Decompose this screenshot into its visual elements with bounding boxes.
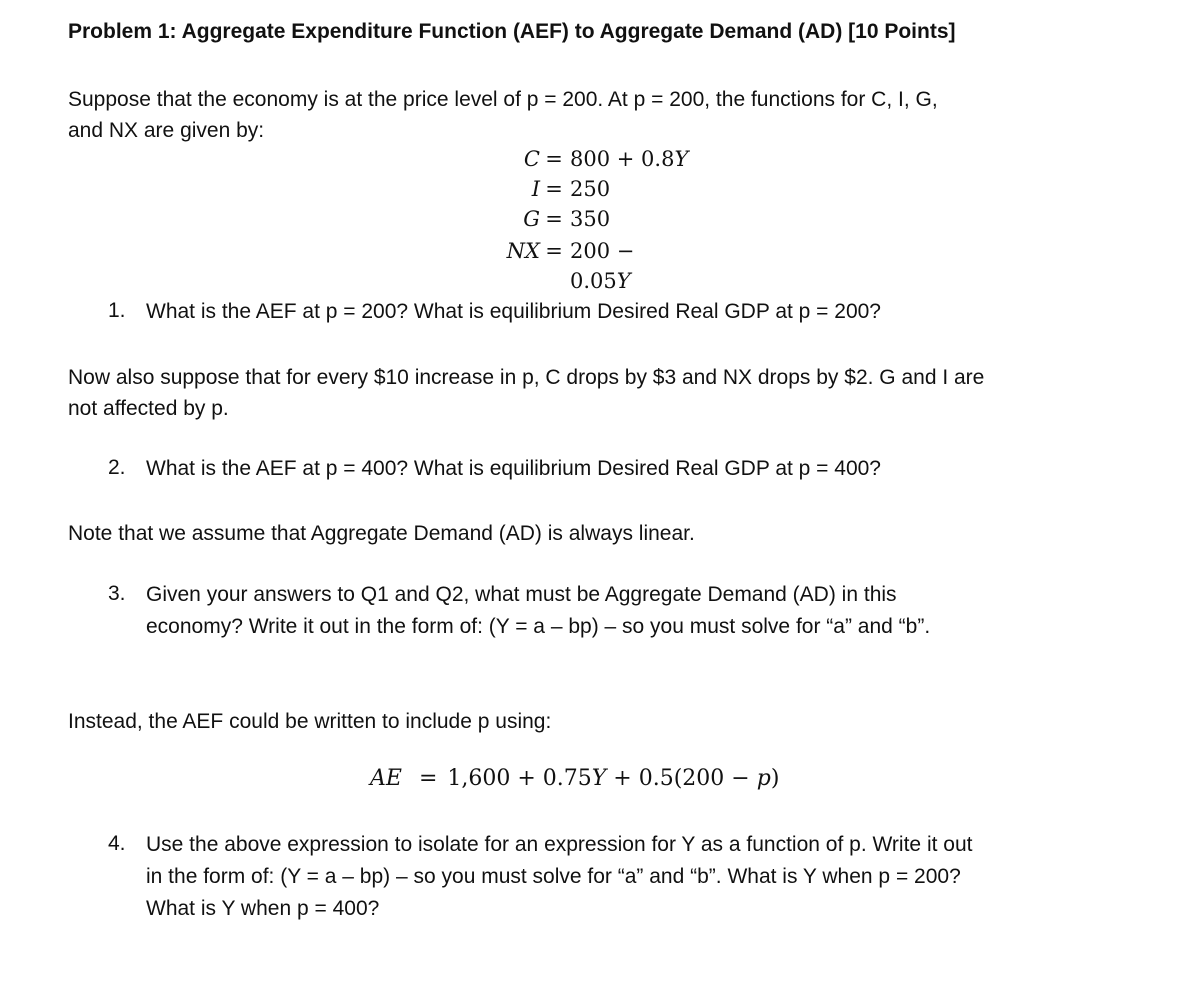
equation-lhs: I xyxy=(531,177,540,201)
question-4-line-3: What is Y when p = 400? xyxy=(146,897,380,920)
equation-consumption xyxy=(440,144,700,174)
ae-lhs: AE xyxy=(370,766,402,791)
instead-paragraph: Instead, the AEF could be written to include p using: xyxy=(68,710,552,733)
intro-line-2: and NX are given by: xyxy=(68,119,265,142)
question-1-number: 1. xyxy=(108,299,126,322)
paragraph-2-line-2: not affected by p. xyxy=(68,397,229,420)
question-2-text: What is the AEF at p = 400? What is equilibrium Desired Real GDP at p = 400? xyxy=(146,457,881,480)
question-3-line-1: Given your answers to Q1 and Q2, what must be Aggregate Demand (AD) in this xyxy=(146,583,897,606)
intro-line-1: Suppose that the economy is at the price level of p = 200. At p = 200, the functions for C, I, G, xyxy=(68,88,938,111)
linearity-note: Note that we assume that Aggregate Demand (AD) is always linear. xyxy=(68,522,695,545)
equation-lhs: G xyxy=(523,207,540,231)
equals-sign: = xyxy=(545,207,563,231)
question-3-number: 3. xyxy=(108,582,126,605)
question-1-text: What is the AEF at p = 200? What is equilibrium Desired Real GDP at p = 200? xyxy=(146,300,881,323)
paragraph-2-line-1: Now also suppose that for every $10 increase in p, C drops by $3 and NX drops by $2. G and I are xyxy=(68,366,985,389)
equals-sign: = xyxy=(418,766,438,791)
ae-equation: AE = 1,600 + 0.75Y + 0.5(200 − p) xyxy=(370,766,780,791)
equation-rhs: 800 + 0.8Y xyxy=(570,147,689,171)
question-2-number: 2. xyxy=(108,456,126,479)
equals-sign: = xyxy=(545,147,563,171)
equals-sign: = xyxy=(545,177,563,201)
equation-rhs: 250 xyxy=(570,177,611,201)
equation-lhs: NX xyxy=(506,239,540,263)
equation-rhs: 200 − 0.05Y xyxy=(570,239,635,293)
equation-rhs: 350 xyxy=(570,207,611,231)
equals-sign: = xyxy=(545,239,563,263)
question-4-line-2: in the form of: (Y = a – bp) – so you must solve for “a” and “b”. What is Y when p = 200? xyxy=(146,865,961,888)
question-4-number: 4. xyxy=(108,832,126,855)
question-4-line-1: Use the above expression to isolate for an expression for Y as a function of p. Write it out xyxy=(146,833,973,856)
equation-investment xyxy=(440,174,700,204)
equation-net-exports xyxy=(440,236,700,293)
problem-title: Problem 1: Aggregate Expenditure Function (AEF) to Aggregate Demand (AD) [10 Points] xyxy=(68,20,956,43)
equation-government xyxy=(440,204,700,234)
equation-lhs: C xyxy=(523,147,540,171)
question-3-line-2: economy? Write it out in the form of: (Y = a – bp) – so you must solve for “a” and “b”. xyxy=(146,615,931,638)
